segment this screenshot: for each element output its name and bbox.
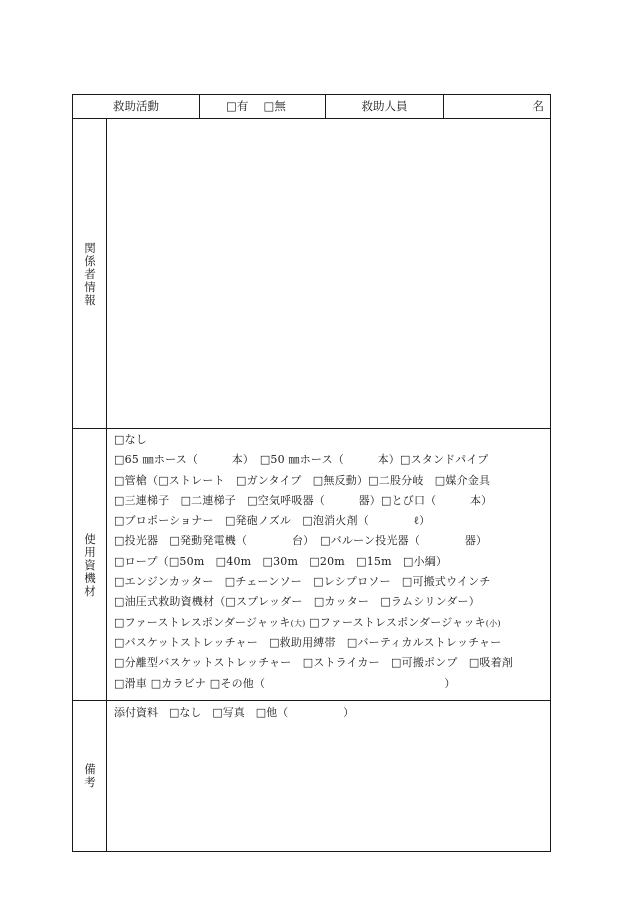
jack-large-label: □ファーストレスポンダージャッキ: [114, 615, 291, 629]
equipment-list: [114, 430, 513, 694]
equipment-item[interactable]: □油圧式救助資機材（□スプレッダー □カッター □ラムシリンダー）: [114, 595, 480, 609]
equipment-item[interactable]: □65 ㎜ホース（ 本） □50 ㎜ホース（ 本）□スタンドパイプ: [114, 453, 489, 467]
equipment-item[interactable]: □ブロポーショナー □発砲ノズル □泡消火剤（ ℓ）: [114, 514, 431, 528]
personnel-unit: 名: [532, 99, 544, 113]
equipment-item[interactable]: □なし: [114, 433, 147, 446]
rescue-report-form: [72, 94, 551, 852]
related-info-area[interactable]: [108, 119, 550, 427]
divider-equipment-remarks: [73, 700, 550, 701]
equipment-item[interactable]: □分離型バスケットストレッチャー □ストライカー □可搬ポンプ □吸着剤: [114, 656, 514, 670]
equipment-item-jacks[interactable]: [114, 613, 513, 633]
equipment-item[interactable]: □三連梯子 □二連梯子 □空気呼吸器（ 器）□とび口（ 本）: [114, 493, 493, 507]
equipment-item[interactable]: □ロープ（□50m □40m □30m □20m □15m □小綱）: [114, 554, 448, 568]
equipment-item[interactable]: □滑車 □カラビナ □その他（ ）: [114, 676, 456, 690]
related-info-label: 関係者情報: [84, 241, 96, 307]
rescue-activity-label: 救助活動: [113, 99, 159, 113]
equipment-item[interactable]: □管槍（□ストレート □ガンタイプ □無反動）□二股分岐 □媒介金具: [114, 473, 491, 487]
jack-small-label: □ファーストレスポンダージャッキ: [309, 615, 486, 629]
divider-related-equipment: [73, 428, 550, 429]
personnel-count-field[interactable]: [443, 95, 550, 118]
equipment-item[interactable]: □バスケットストレッチャー □救助用縛帯 □バーティカルストレッチャー: [114, 635, 502, 649]
header-row: [73, 95, 550, 119]
equipment-item[interactable]: □エンジンカッター □チェーンソー □レシプロソー □可搬式ウインチ: [114, 575, 491, 589]
side-label-column: [73, 118, 107, 851]
equipment-item[interactable]: □投光器 □発動発電機（ 台） □バルーン投光器（ 器）: [114, 534, 488, 548]
remarks-label: 備考: [84, 762, 96, 789]
presence-checkboxes[interactable]: □有 □無: [199, 95, 325, 118]
attachments-line[interactable]: 添付資料 □なし □写真 □他（ ）: [114, 706, 355, 719]
jack-large-size: (大): [290, 618, 306, 628]
jack-small-size: (小): [485, 618, 501, 628]
remarks-area[interactable]: [108, 723, 550, 849]
rescue-personnel-label: 救助人員: [325, 95, 443, 118]
equipment-label: 使用資機材: [84, 532, 96, 598]
